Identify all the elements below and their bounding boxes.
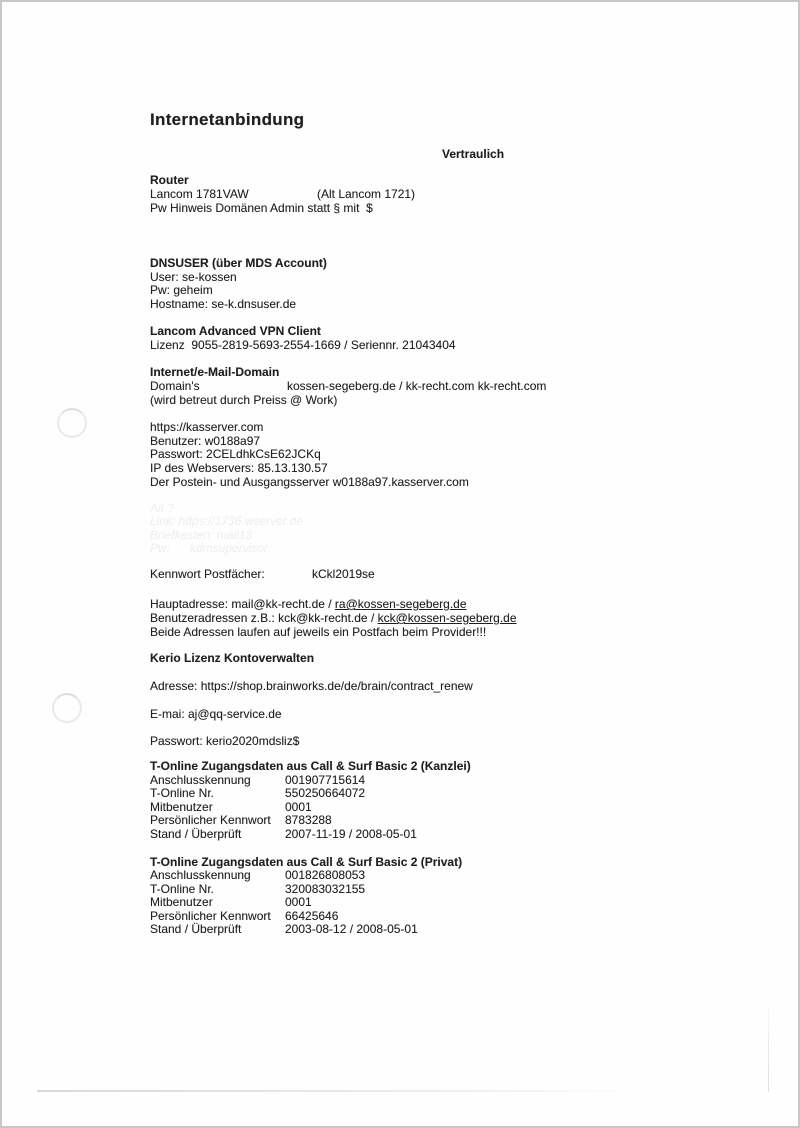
router-alt-model: (Alt Lancom 1721): [317, 187, 416, 201]
erased-note-line4: Pw: kdmsupervisor: [150, 541, 269, 555]
table-row-label: Persönlicher Kennwort: [150, 813, 271, 827]
kerio-heading: Kerio Lizenz Kontoverwalten: [150, 651, 315, 665]
table-row-value: 001826808053: [285, 868, 366, 882]
table-row-label: Mitbenutzer: [150, 800, 213, 814]
table-row-value: 2003-08-12 / 2008-05-01: [285, 922, 418, 936]
table-row-value: 001907715614: [285, 773, 366, 787]
kerio-email: E-mai: aj@qq-service.de: [150, 707, 282, 721]
mailbox-note: Beide Adressen laufen auf jeweils ein Postfach beim Provider!!!: [150, 625, 487, 639]
table-row-label: T-Online Nr.: [150, 882, 215, 896]
mailbox-password-value: kCkl2019se: [312, 567, 375, 581]
kasserver-mail-server: Der Postein- und Ausgangsserver w0188a97.kasserver.com: [150, 475, 469, 489]
vpn-client-heading: Lancom Advanced VPN Client: [150, 324, 321, 338]
kerio-password: Passwort: kerio2020mdsliz$: [150, 734, 300, 748]
scan-edge-line-right: [768, 1000, 769, 1092]
dnsuser-pw: Pw: geheim: [150, 283, 213, 297]
router-model: Lancom 1781VAW: [150, 187, 249, 201]
scan-edge-line-bottom: [37, 1090, 649, 1092]
mailbox-main-address-prefix: Hauptadresse: mail@kk-recht.de /: [150, 597, 335, 611]
dnsuser-user: User: se-kossen: [150, 270, 237, 284]
table-row-value: 2007-11-19 / 2008-05-01: [285, 827, 417, 841]
erased-note-line1: Alt ?: [150, 501, 175, 515]
kasserver-webserver-ip: IP des Webservers: 85.13.130.57: [150, 461, 328, 475]
erased-note-line2: Link: https://1736.wserver.de: [150, 514, 303, 528]
mailbox-password-label: Kennwort Postfächer:: [150, 567, 265, 581]
router-heading: Router: [150, 173, 189, 187]
mailbox-user-addresses: [150, 612, 517, 626]
mailbox-user-addresses-prefix: Benutzeradressen z.B.: kck@kk-recht.de /: [150, 611, 378, 625]
domain-heading: Internet/e-Mail-Domain: [150, 365, 280, 379]
table-row-value: 66425646: [285, 909, 339, 923]
domain-value: kossen-segeberg.de / kk-recht.com kk-recht.com: [287, 379, 547, 393]
table-row-label: Anschlusskennung: [150, 868, 251, 882]
table-row-value: 8783288: [285, 813, 332, 827]
kasserver-user: Benutzer: w0188a97: [150, 434, 261, 448]
table-row-value: 0001: [285, 800, 312, 814]
table-row-label: Mitbenutzer: [150, 895, 213, 909]
table-row-label: Stand / Überprüft: [150, 922, 242, 936]
erased-note-line3: Briefkasten: mail13: [150, 528, 253, 542]
dnsuser-hostname: Hostname: se-k.dnsuser.de: [150, 297, 297, 311]
vpn-client-license: Lizenz 9055-2819-5693-2554-1669 / Seriennr. 21043404: [150, 338, 456, 352]
tonline-privat-heading: T-Online Zugangsdaten aus Call & Surf Basic 2 (Privat): [150, 855, 463, 869]
kasserver-password: Passwort: 2CELdhkCsE62JCKq: [150, 447, 321, 461]
kasserver-url: https://kasserver.com: [150, 420, 264, 434]
classification-label: Vertraulich: [442, 147, 505, 161]
table-row-label: Stand / Überprüft: [150, 827, 242, 841]
table-row-value: 550250664072: [285, 786, 366, 800]
mailbox-main-address-link: ra@kossen-segeberg.de: [334, 597, 467, 611]
mailbox-main-address: [150, 598, 467, 612]
punch-hole-top: [57, 408, 87, 438]
tonline-kanzlei-heading: T-Online Zugangsdaten aus Call & Surf Basic 2 (Kanzlei): [150, 759, 471, 773]
kerio-address: Adresse: https://shop.brainworks.de/de/brain/contract_renew: [150, 679, 473, 693]
page-title: Internetanbindung: [150, 110, 305, 129]
table-row-label: T-Online Nr.: [150, 786, 215, 800]
domain-note: (wird betreut durch Preiss @ Work): [150, 393, 338, 407]
mailbox-user-addresses-link: kck@kossen-segeberg.de: [377, 611, 517, 625]
domain-label: Domain's: [150, 379, 200, 393]
table-row-value: 320083032155: [285, 882, 366, 896]
router-pw-hint: Pw Hinweis Domänen Admin statt § mit $: [150, 201, 373, 215]
table-row-label: Persönlicher Kennwort: [150, 909, 271, 923]
table-row-label: Anschlusskennung: [150, 773, 251, 787]
table-row-value: 0001: [285, 895, 312, 909]
dnsuser-heading: DNSUSER (über MDS Account): [150, 256, 327, 270]
punch-hole-bottom: [52, 693, 82, 723]
